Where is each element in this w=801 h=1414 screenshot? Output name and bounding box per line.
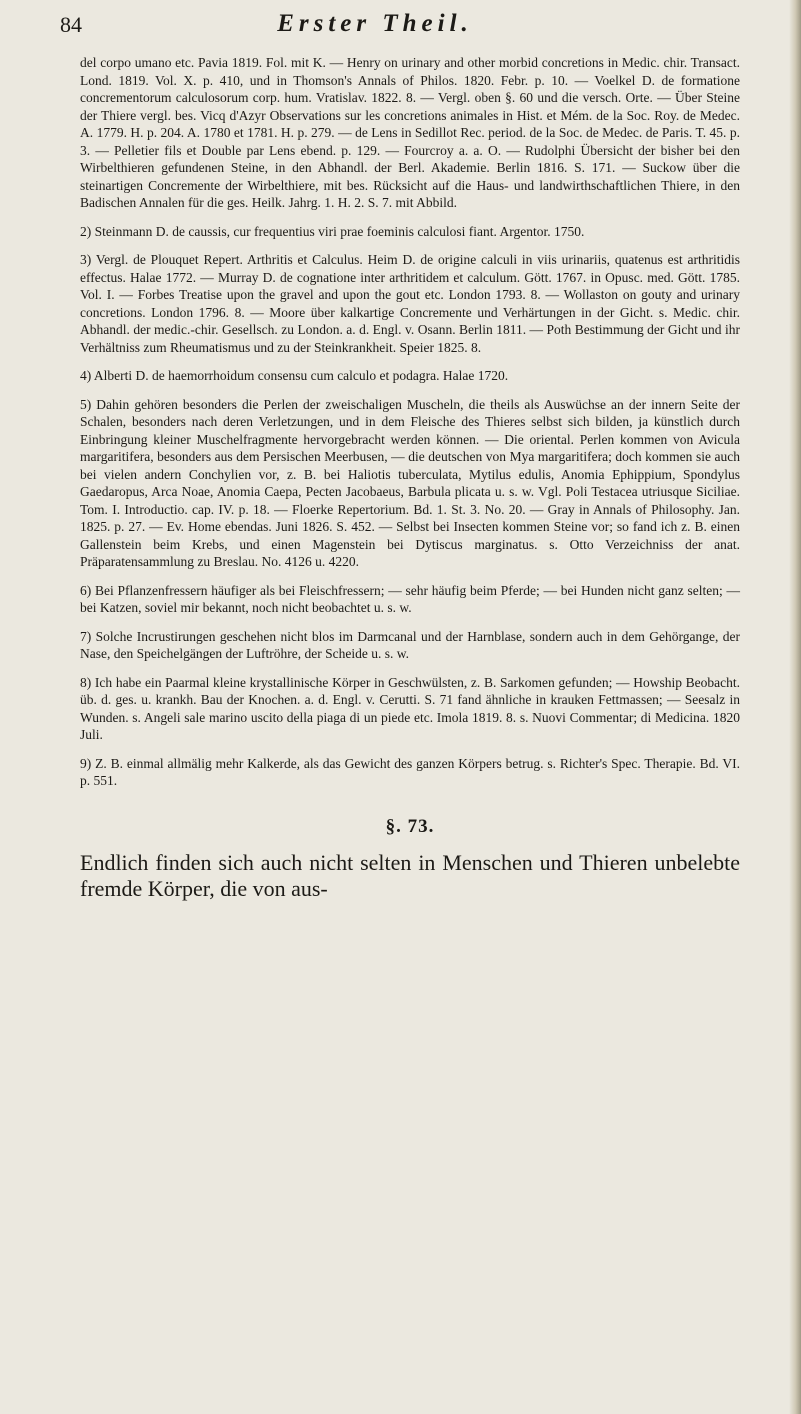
page-edge-shadow bbox=[789, 0, 801, 1414]
running-title: Erster Theil. bbox=[277, 10, 473, 37]
section-body-text: Endlich finden sich auch nicht selten in Menschen und Thieren unbelebte fremde Körper, die von aus- bbox=[80, 849, 740, 901]
footnote-paragraph: 2) Steinmann D. de caussis, cur frequentius viri prae foeminis calculosi fiant. Argentor. 1750. bbox=[80, 223, 585, 239]
footnote-paragraph: 9) Z. B. einmal allmälig mehr Kalkerde, als das Gewicht des ganzen Körpers betrug. s. Richter's Spec. Therapie. Bd. VI. p. 551. bbox=[80, 755, 740, 788]
footnote-paragraph: 7) Solche Incrustirungen geschehen nicht blos im Darmcanal und der Harnblase, sondern auch in dem Gehörgange, der Nase, den Speichelgängen der Luftröhre, der Scheide u. s. w. bbox=[80, 628, 740, 661]
footnote-paragraph: 3) Vergl. de Plouquet Repert. Arthritis et Calculus. Heim D. de origine calculi in viis urinariis, quatenus est arthritidis effectus. Halae 1772. — Murray D. de cognatione inter arthritidem et calculum. Gött. 1767. in Opusc. med. Gött. 1785. Vol. I. — Forbes Treatise upon the gravel and upon the gout etc. London 1793. 8. — Wollaston on gouty and urinary concretions. London 1796. 8. — Moore über kalkartige Concremente und Verhärtungen in der Gicht. s. Medic. chir. Abhandl. der medic.-chir. Gesellsch. zu London. a. d. Engl. v. Osann. Berlin 1811. — Poth Bestimmung der Gicht und ihr Verhältniss zum Rheumatismus und zu der Steinkrankheit. Speier 1825. 8. bbox=[80, 252, 740, 355]
footnote-paragraph: 6) Bei Pflanzenfressern häufiger als bei Fleischfressern; — sehr häufig beim Pferde; — bei Hunden nicht ganz selten; — bei Katzen, soviel mir bekannt, noch nicht beobachtet u. s. w. bbox=[80, 582, 740, 615]
page-body bbox=[80, 54, 740, 902]
page-header bbox=[60, 6, 750, 40]
footnote-paragraph: 8) Ich habe ein Paarmal kleine krystallinische Körper in Geschwülsten, z. B. Sarkomen gefunden; — Howship Beobacht. üb. d. ges. u. krankh. Bau der Knochen. a. d. Engl. v. Cerutti. S. 71 fand ähnliche in krauken Fettmassen; — Seesalz in Wunden. s. Angeli sale marino uscito della piaga di un piede etc. Imola 1819. 8. s. Nuovi Commentar; di Medicina. 1820 Juli. bbox=[80, 674, 740, 742]
page-number: 84 bbox=[60, 12, 82, 37]
footnote-paragraph: del corpo umano etc. Pavia 1819. Fol. mit K. — Henry on urinary and other morbid concretions in Medic. chir. Transact. Lond. 1819. Vol. X. p. 410, und in Thomson's Annals of Philos. 1820. Febr. p. 10. — Voelkel D. de formatione concrementorum calculosorum corp. hum. Vratislav. 1822. 8. — Vergl. oben §. 60 und die versch. Orte. — Über Steine der Thiere vergl. bes. Vicq d'Azyr Observations sur les concretions animales in Hist. et Mém. de la Soc. Roy. de Medec. A. 1779. H. p. 204. A. 1780 et 1781. H. p. 279. — de Lens in Sedillot Rec. period. de la Soc. de Medec. de Paris. T. 45. p. 3. — Pelletier fils et Double par Lens ebend. p. 129. — Fourcroy a. a. O. — Rudolphi Übersicht der bisher bei den Wirbelthieren gefundenen Steine, in den Abhandl. der Berl. Akademie. Berlin 1816. S. 171. — Suckow über die steinartigen Concremente der Wirbelthiere, mit bes. Rücksicht auf die Haus- und landwirthschaftlichen Thiere, in den Badischen Annalen für die ges. Heilk. Jahrg. 1. H. 2. S. 7. mit Abbild. bbox=[80, 55, 740, 210]
section-heading: §. 73. bbox=[385, 815, 435, 837]
footnote-paragraph: 5) Dahin gehören besonders die Perlen der zweischaligen Muscheln, die theils als Auswüchse an der innern Seite der Schalen, besonders nach deren Verletzungen, und in dem Fleische des Thieres selbst sich bilden, ja künstlich durch Einbringung kleiner Muschelfragmente hervorgebracht werden können. — Die oriental. Perlen kommen von Avicula margaritifera, besonders aus dem Persischen Meerbusen, — die deutschen von Mya margaritifera; doch kommen sie auch bei vielen andern Conchylien vor, z. B. bei Haliotis tuberculata, Mytilus edulis, Anomia Ephippium, Spondylus Gaedaropus, Arca Noae, Anomia Caepa, Pecten Jacobaeus, Barbula plicata u. s. w. Vgl. Poli Testacea utriusque Siciliae. Tom. I. Introductio. cap. IV. p. 18. — Floerke Repertorium. Bd. 1. St. 3. No. 20. — Gray in Annals of Philosophy. Jan. 1825. p. 27. — Ev. Home ebendas. Juni 1826. S. 452. — Selbst bei Insecten kommen Steine vor; so fand ich z. B. einen Gallenstein beim Krebs, und einen Magenstein bei Dytiscus marginatus. s. Otto Verzeichniss der anat. Präparatensammlung zu Breslau. No. 4126 u. 4220. bbox=[80, 396, 740, 569]
footnote-paragraph: 4) Alberti D. de haemorrhoidum consensu cum calculo et podagra. Halae 1720. bbox=[80, 368, 509, 383]
